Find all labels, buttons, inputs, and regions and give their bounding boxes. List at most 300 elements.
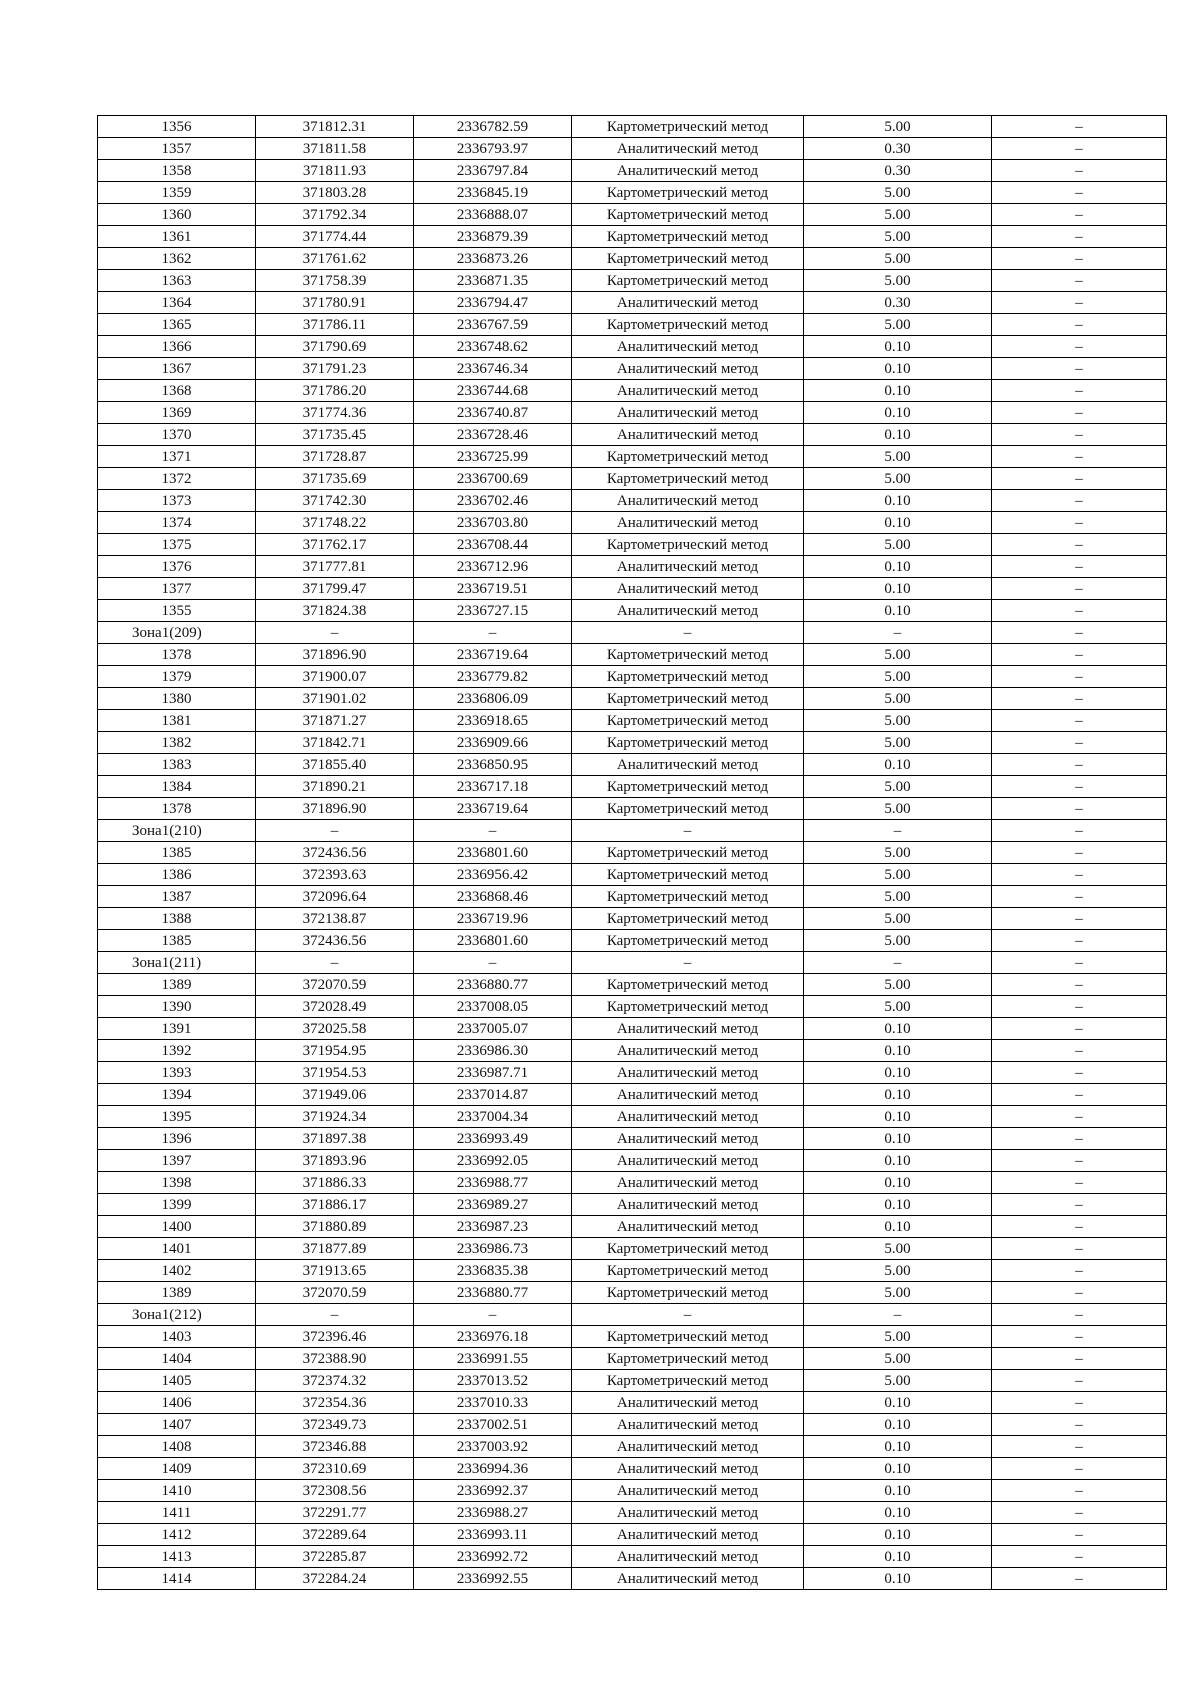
- method-cell: Аналитический метод: [572, 1392, 804, 1414]
- table-row: [98, 292, 1167, 314]
- note-cell: –: [992, 182, 1167, 204]
- method-cell: Аналитический метод: [572, 1128, 804, 1150]
- note-cell: –: [992, 1238, 1167, 1260]
- y-coordinate-cell: 2337002.51: [414, 1414, 572, 1436]
- method-cell: Аналитический метод: [572, 160, 804, 182]
- method-cell: –: [572, 952, 804, 974]
- x-coordinate-cell: 372025.58: [256, 1018, 414, 1040]
- point-number-cell: 1395: [98, 1106, 256, 1128]
- table-row: [98, 1106, 1167, 1128]
- table-row: [98, 644, 1167, 666]
- accuracy-cell: –: [804, 1304, 992, 1326]
- method-cell: –: [572, 622, 804, 644]
- x-coordinate-cell: –: [256, 952, 414, 974]
- note-cell: –: [992, 446, 1167, 468]
- y-coordinate-cell: 2336719.64: [414, 644, 572, 666]
- point-number-cell: 1413: [98, 1546, 256, 1568]
- point-number-cell: 1371: [98, 446, 256, 468]
- y-coordinate-cell: 2336956.42: [414, 864, 572, 886]
- coordinates-table: [97, 115, 1167, 1590]
- accuracy-cell: 0.10: [804, 1502, 992, 1524]
- y-coordinate-cell: 2336806.09: [414, 688, 572, 710]
- table-row: [98, 1326, 1167, 1348]
- x-coordinate-cell: 372346.88: [256, 1436, 414, 1458]
- point-number-cell: 1393: [98, 1062, 256, 1084]
- accuracy-cell: 0.10: [804, 424, 992, 446]
- point-number-cell: 1385: [98, 842, 256, 864]
- point-number-cell: 1367: [98, 358, 256, 380]
- accuracy-cell: 0.10: [804, 556, 992, 578]
- note-cell: –: [992, 666, 1167, 688]
- table-row: [98, 556, 1167, 578]
- note-cell: –: [992, 600, 1167, 622]
- x-coordinate-cell: 371824.38: [256, 600, 414, 622]
- x-coordinate-cell: 371735.69: [256, 468, 414, 490]
- y-coordinate-cell: 2336794.47: [414, 292, 572, 314]
- y-coordinate-cell: –: [414, 1304, 572, 1326]
- note-cell: –: [992, 556, 1167, 578]
- y-coordinate-cell: 2336717.18: [414, 776, 572, 798]
- accuracy-cell: 0.10: [804, 1392, 992, 1414]
- method-cell: Картометрический метод: [572, 182, 804, 204]
- x-coordinate-cell: 371791.23: [256, 358, 414, 380]
- accuracy-cell: 5.00: [804, 314, 992, 336]
- zone-row: [98, 1304, 1167, 1326]
- note-cell: –: [992, 688, 1167, 710]
- note-cell: –: [992, 314, 1167, 336]
- point-number-cell: 1361: [98, 226, 256, 248]
- note-cell: –: [992, 776, 1167, 798]
- method-cell: Картометрический метод: [572, 116, 804, 138]
- table-row: [98, 1216, 1167, 1238]
- table-row: [98, 358, 1167, 380]
- point-number-cell: 1382: [98, 732, 256, 754]
- y-coordinate-cell: 2336797.84: [414, 160, 572, 182]
- x-coordinate-cell: 371762.17: [256, 534, 414, 556]
- note-cell: –: [992, 1568, 1167, 1590]
- y-coordinate-cell: 2336989.27: [414, 1194, 572, 1216]
- table-row: [98, 996, 1167, 1018]
- table-row: [98, 1546, 1167, 1568]
- x-coordinate-cell: 371893.96: [256, 1150, 414, 1172]
- table-row: [98, 1018, 1167, 1040]
- y-coordinate-cell: 2336712.96: [414, 556, 572, 578]
- table-row: [98, 138, 1167, 160]
- x-coordinate-cell: 371748.22: [256, 512, 414, 534]
- note-cell: –: [992, 1502, 1167, 1524]
- note-cell: –: [992, 1414, 1167, 1436]
- point-number-cell: 1355: [98, 600, 256, 622]
- note-cell: –: [992, 512, 1167, 534]
- method-cell: Аналитический метод: [572, 600, 804, 622]
- note-cell: –: [992, 1084, 1167, 1106]
- table-row: [98, 710, 1167, 732]
- table-row: [98, 534, 1167, 556]
- method-cell: Картометрический метод: [572, 314, 804, 336]
- y-coordinate-cell: 2336782.59: [414, 116, 572, 138]
- accuracy-cell: 0.10: [804, 402, 992, 424]
- x-coordinate-cell: 371811.58: [256, 138, 414, 160]
- note-cell: –: [992, 1172, 1167, 1194]
- method-cell: Аналитический метод: [572, 1568, 804, 1590]
- y-coordinate-cell: 2336918.65: [414, 710, 572, 732]
- x-coordinate-cell: 371761.62: [256, 248, 414, 270]
- zone-label-cell: Зона1(209): [98, 622, 256, 644]
- method-cell: Картометрический метод: [572, 644, 804, 666]
- accuracy-cell: 5.00: [804, 1282, 992, 1304]
- x-coordinate-cell: 372393.63: [256, 864, 414, 886]
- x-coordinate-cell: 371954.53: [256, 1062, 414, 1084]
- note-cell: –: [992, 468, 1167, 490]
- accuracy-cell: 5.00: [804, 1348, 992, 1370]
- table-row: [98, 248, 1167, 270]
- point-number-cell: 1398: [98, 1172, 256, 1194]
- y-coordinate-cell: 2336801.60: [414, 930, 572, 952]
- point-number-cell: 1357: [98, 138, 256, 160]
- accuracy-cell: 5.00: [804, 182, 992, 204]
- method-cell: Аналитический метод: [572, 402, 804, 424]
- point-number-cell: 1370: [98, 424, 256, 446]
- accuracy-cell: 5.00: [804, 446, 992, 468]
- table-row: [98, 1392, 1167, 1414]
- table-row: [98, 226, 1167, 248]
- point-number-cell: 1366: [98, 336, 256, 358]
- note-cell: –: [992, 798, 1167, 820]
- note-cell: –: [992, 1524, 1167, 1546]
- y-coordinate-cell: 2336835.38: [414, 1260, 572, 1282]
- accuracy-cell: 0.10: [804, 490, 992, 512]
- point-number-cell: 1360: [98, 204, 256, 226]
- y-coordinate-cell: 2336868.46: [414, 886, 572, 908]
- method-cell: Аналитический метод: [572, 512, 804, 534]
- point-number-cell: 1368: [98, 380, 256, 402]
- x-coordinate-cell: 371777.81: [256, 556, 414, 578]
- point-number-cell: 1410: [98, 1480, 256, 1502]
- point-number-cell: 1386: [98, 864, 256, 886]
- point-number-cell: 1381: [98, 710, 256, 732]
- accuracy-cell: 0.30: [804, 292, 992, 314]
- note-cell: –: [992, 402, 1167, 424]
- table-row: [98, 666, 1167, 688]
- y-coordinate-cell: 2336888.07: [414, 204, 572, 226]
- point-number-cell: 1406: [98, 1392, 256, 1414]
- x-coordinate-cell: 371811.93: [256, 160, 414, 182]
- y-coordinate-cell: 2336986.30: [414, 1040, 572, 1062]
- method-cell: Картометрический метод: [572, 688, 804, 710]
- point-number-cell: 1407: [98, 1414, 256, 1436]
- note-cell: –: [992, 116, 1167, 138]
- y-coordinate-cell: –: [414, 952, 572, 974]
- point-number-cell: 1400: [98, 1216, 256, 1238]
- table-row: [98, 842, 1167, 864]
- method-cell: Аналитический метод: [572, 138, 804, 160]
- table-row: [98, 1502, 1167, 1524]
- method-cell: –: [572, 820, 804, 842]
- note-cell: –: [992, 644, 1167, 666]
- y-coordinate-cell: 2336748.62: [414, 336, 572, 358]
- point-number-cell: 1362: [98, 248, 256, 270]
- y-coordinate-cell: 2336909.66: [414, 732, 572, 754]
- x-coordinate-cell: 371900.07: [256, 666, 414, 688]
- point-number-cell: 1388: [98, 908, 256, 930]
- accuracy-cell: 0.10: [804, 1018, 992, 1040]
- method-cell: Картометрический метод: [572, 776, 804, 798]
- method-cell: Аналитический метод: [572, 1106, 804, 1128]
- table-row: [98, 182, 1167, 204]
- y-coordinate-cell: 2336871.35: [414, 270, 572, 292]
- method-cell: Аналитический метод: [572, 754, 804, 776]
- x-coordinate-cell: 371728.87: [256, 446, 414, 468]
- y-coordinate-cell: 2336993.11: [414, 1524, 572, 1546]
- y-coordinate-cell: 2336880.77: [414, 1282, 572, 1304]
- accuracy-cell: 0.10: [804, 578, 992, 600]
- note-cell: –: [992, 248, 1167, 270]
- note-cell: –: [992, 1458, 1167, 1480]
- note-cell: –: [992, 292, 1167, 314]
- x-coordinate-cell: 371792.34: [256, 204, 414, 226]
- note-cell: –: [992, 754, 1167, 776]
- y-coordinate-cell: 2336988.27: [414, 1502, 572, 1524]
- y-coordinate-cell: 2336879.39: [414, 226, 572, 248]
- x-coordinate-cell: 372285.87: [256, 1546, 414, 1568]
- accuracy-cell: –: [804, 952, 992, 974]
- table-row: [98, 1480, 1167, 1502]
- method-cell: Аналитический метод: [572, 490, 804, 512]
- note-cell: –: [992, 380, 1167, 402]
- point-number-cell: 1411: [98, 1502, 256, 1524]
- table-row: [98, 204, 1167, 226]
- method-cell: –: [572, 1304, 804, 1326]
- accuracy-cell: 0.10: [804, 1524, 992, 1546]
- x-coordinate-cell: 371880.89: [256, 1216, 414, 1238]
- table-row: [98, 1568, 1167, 1590]
- point-number-cell: 1384: [98, 776, 256, 798]
- y-coordinate-cell: 2336850.95: [414, 754, 572, 776]
- table-row: [98, 402, 1167, 424]
- x-coordinate-cell: 372436.56: [256, 842, 414, 864]
- table-row: [98, 1040, 1167, 1062]
- note-cell: –: [992, 842, 1167, 864]
- method-cell: Картометрический метод: [572, 732, 804, 754]
- table-row: [98, 314, 1167, 336]
- point-number-cell: 1373: [98, 490, 256, 512]
- note-cell: –: [992, 1150, 1167, 1172]
- point-number-cell: 1397: [98, 1150, 256, 1172]
- accuracy-cell: 0.10: [804, 1216, 992, 1238]
- accuracy-cell: 0.10: [804, 1436, 992, 1458]
- accuracy-cell: 5.00: [804, 1370, 992, 1392]
- method-cell: Аналитический метод: [572, 380, 804, 402]
- y-coordinate-cell: 2336992.05: [414, 1150, 572, 1172]
- note-cell: –: [992, 1216, 1167, 1238]
- point-number-cell: 1394: [98, 1084, 256, 1106]
- table-row: [98, 1062, 1167, 1084]
- note-cell: –: [992, 534, 1167, 556]
- method-cell: Картометрический метод: [572, 204, 804, 226]
- accuracy-cell: 5.00: [804, 468, 992, 490]
- x-coordinate-cell: 372028.49: [256, 996, 414, 1018]
- accuracy-cell: 5.00: [804, 1260, 992, 1282]
- y-coordinate-cell: 2336727.15: [414, 600, 572, 622]
- point-number-cell: 1392: [98, 1040, 256, 1062]
- accuracy-cell: 5.00: [804, 204, 992, 226]
- table-row: [98, 908, 1167, 930]
- note-cell: –: [992, 974, 1167, 996]
- point-number-cell: 1390: [98, 996, 256, 1018]
- accuracy-cell: 5.00: [804, 930, 992, 952]
- point-number-cell: 1402: [98, 1260, 256, 1282]
- table-row: [98, 468, 1167, 490]
- point-number-cell: 1409: [98, 1458, 256, 1480]
- x-coordinate-cell: 372436.56: [256, 930, 414, 952]
- note-cell: –: [992, 1392, 1167, 1414]
- x-coordinate-cell: 372070.59: [256, 974, 414, 996]
- note-cell: –: [992, 226, 1167, 248]
- method-cell: Аналитический метод: [572, 556, 804, 578]
- accuracy-cell: 0.10: [804, 1546, 992, 1568]
- accuracy-cell: 5.00: [804, 248, 992, 270]
- x-coordinate-cell: 372284.24: [256, 1568, 414, 1590]
- note-cell: –: [992, 1436, 1167, 1458]
- y-coordinate-cell: 2336994.36: [414, 1458, 572, 1480]
- accuracy-cell: 5.00: [804, 842, 992, 864]
- x-coordinate-cell: 371812.31: [256, 116, 414, 138]
- accuracy-cell: 0.10: [804, 1106, 992, 1128]
- x-coordinate-cell: 371954.95: [256, 1040, 414, 1062]
- accuracy-cell: 0.10: [804, 380, 992, 402]
- point-number-cell: 1387: [98, 886, 256, 908]
- table-row: [98, 1414, 1167, 1436]
- y-coordinate-cell: 2337014.87: [414, 1084, 572, 1106]
- note-cell: –: [992, 864, 1167, 886]
- method-cell: Аналитический метод: [572, 1546, 804, 1568]
- method-cell: Аналитический метод: [572, 1084, 804, 1106]
- table-row: [98, 732, 1167, 754]
- method-cell: Картометрический метод: [572, 974, 804, 996]
- x-coordinate-cell: 372291.77: [256, 1502, 414, 1524]
- note-cell: –: [992, 1018, 1167, 1040]
- y-coordinate-cell: 2337010.33: [414, 1392, 572, 1414]
- point-number-cell: 1405: [98, 1370, 256, 1392]
- table-row: [98, 270, 1167, 292]
- accuracy-cell: 5.00: [804, 776, 992, 798]
- table-row: [98, 160, 1167, 182]
- x-coordinate-cell: 371901.02: [256, 688, 414, 710]
- accuracy-cell: 0.10: [804, 1414, 992, 1436]
- accuracy-cell: 5.00: [804, 1238, 992, 1260]
- method-cell: Картометрический метод: [572, 798, 804, 820]
- method-cell: Картометрический метод: [572, 270, 804, 292]
- table-row: [98, 116, 1167, 138]
- method-cell: Аналитический метод: [572, 1458, 804, 1480]
- point-number-cell: 1396: [98, 1128, 256, 1150]
- y-coordinate-cell: 2336987.71: [414, 1062, 572, 1084]
- method-cell: Аналитический метод: [572, 1062, 804, 1084]
- y-coordinate-cell: 2337005.07: [414, 1018, 572, 1040]
- point-number-cell: 1412: [98, 1524, 256, 1546]
- x-coordinate-cell: –: [256, 1304, 414, 1326]
- note-cell: –: [992, 1106, 1167, 1128]
- table-row: [98, 798, 1167, 820]
- zone-label-cell: Зона1(212): [98, 1304, 256, 1326]
- table-row: [98, 1370, 1167, 1392]
- y-coordinate-cell: 2336991.55: [414, 1348, 572, 1370]
- x-coordinate-cell: 372138.87: [256, 908, 414, 930]
- x-coordinate-cell: 371855.40: [256, 754, 414, 776]
- table-row: [98, 974, 1167, 996]
- zone-label-cell: Зона1(210): [98, 820, 256, 842]
- accuracy-cell: 5.00: [804, 1326, 992, 1348]
- accuracy-cell: 0.10: [804, 1458, 992, 1480]
- method-cell: Аналитический метод: [572, 358, 804, 380]
- point-number-cell: 1375: [98, 534, 256, 556]
- y-coordinate-cell: 2336873.26: [414, 248, 572, 270]
- method-cell: Аналитический метод: [572, 1524, 804, 1546]
- accuracy-cell: 0.10: [804, 1194, 992, 1216]
- method-cell: Картометрический метод: [572, 446, 804, 468]
- y-coordinate-cell: 2336725.99: [414, 446, 572, 468]
- note-cell: –: [992, 1194, 1167, 1216]
- accuracy-cell: 5.00: [804, 534, 992, 556]
- accuracy-cell: 0.10: [804, 1568, 992, 1590]
- point-number-cell: 1380: [98, 688, 256, 710]
- y-coordinate-cell: 2336793.97: [414, 138, 572, 160]
- point-number-cell: 1376: [98, 556, 256, 578]
- y-coordinate-cell: 2336976.18: [414, 1326, 572, 1348]
- y-coordinate-cell: 2336746.34: [414, 358, 572, 380]
- y-coordinate-cell: 2337003.92: [414, 1436, 572, 1458]
- y-coordinate-cell: 2337004.34: [414, 1106, 572, 1128]
- accuracy-cell: 5.00: [804, 116, 992, 138]
- method-cell: Картометрический метод: [572, 1326, 804, 1348]
- x-coordinate-cell: 371924.34: [256, 1106, 414, 1128]
- accuracy-cell: 5.00: [804, 732, 992, 754]
- point-number-cell: 1391: [98, 1018, 256, 1040]
- x-coordinate-cell: 371790.69: [256, 336, 414, 358]
- method-cell: Аналитический метод: [572, 1502, 804, 1524]
- x-coordinate-cell: 371877.89: [256, 1238, 414, 1260]
- y-coordinate-cell: 2336719.51: [414, 578, 572, 600]
- method-cell: Картометрический метод: [572, 226, 804, 248]
- note-cell: –: [992, 490, 1167, 512]
- y-coordinate-cell: 2336740.87: [414, 402, 572, 424]
- y-coordinate-cell: 2336767.59: [414, 314, 572, 336]
- table-row: [98, 1128, 1167, 1150]
- y-coordinate-cell: 2337013.52: [414, 1370, 572, 1392]
- point-number-cell: 1379: [98, 666, 256, 688]
- point-number-cell: 1404: [98, 1348, 256, 1370]
- x-coordinate-cell: 372096.64: [256, 886, 414, 908]
- note-cell: –: [992, 1546, 1167, 1568]
- point-number-cell: 1389: [98, 1282, 256, 1304]
- accuracy-cell: 0.10: [804, 512, 992, 534]
- y-coordinate-cell: 2336880.77: [414, 974, 572, 996]
- y-coordinate-cell: 2336845.19: [414, 182, 572, 204]
- table-row: [98, 1348, 1167, 1370]
- note-cell: –: [992, 1040, 1167, 1062]
- x-coordinate-cell: 372349.73: [256, 1414, 414, 1436]
- y-coordinate-cell: 2336992.72: [414, 1546, 572, 1568]
- y-coordinate-cell: 2336987.23: [414, 1216, 572, 1238]
- point-number-cell: 1369: [98, 402, 256, 424]
- table-row: [98, 380, 1167, 402]
- point-number-cell: 1364: [98, 292, 256, 314]
- x-coordinate-cell: 371871.27: [256, 710, 414, 732]
- table-row: [98, 512, 1167, 534]
- method-cell: Картометрический метод: [572, 1260, 804, 1282]
- y-coordinate-cell: 2336728.46: [414, 424, 572, 446]
- method-cell: Картометрический метод: [572, 842, 804, 864]
